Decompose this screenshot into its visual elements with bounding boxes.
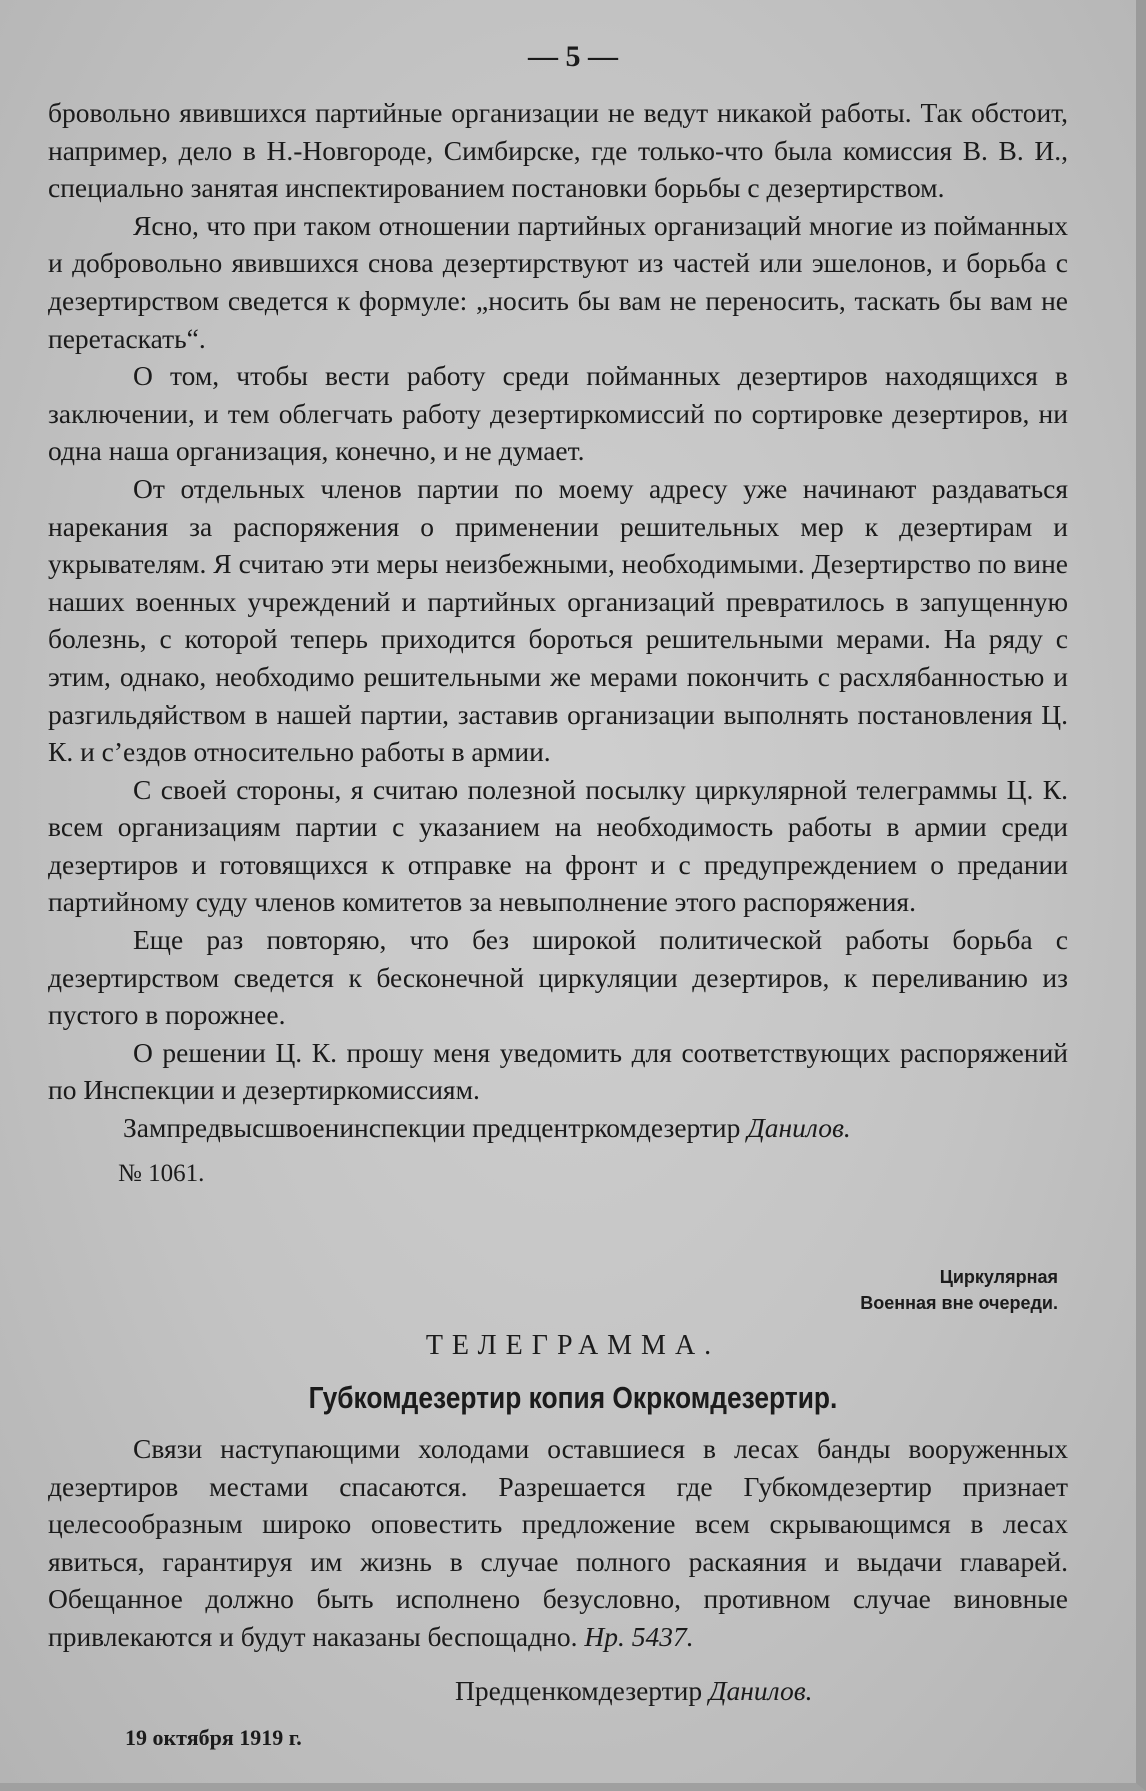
signature-line	[48, 1109, 1068, 1147]
paragraph: О решении Ц. К. прошу меня уведомить для соответствующих распоряжений по Инспекции и дезертиркомиссиям.	[48, 1036, 1068, 1106]
telegram-signature	[455, 1675, 813, 1707]
telegram-sig-title: Предценкомдезертир	[455, 1675, 703, 1706]
mark-military: Военная вне очереди.	[860, 1293, 1058, 1313]
telegram-addressee: Губкомдезертир копия Окркомдезертир.	[308, 1380, 838, 1415]
telegram-ref: Нр. 5437.	[584, 1620, 694, 1652]
paragraph: Еще раз повторяю, что без широкой политической работы борьба с дезертирством сведется к бесконечной циркуляции дезертиров, к переливанию из пустого в порожнее.	[48, 924, 1068, 1031]
mark-circular: Циркулярная	[939, 1267, 1058, 1287]
paragraph: С своей стороны, я считаю полезной посылку циркулярной телеграммы Ц. К. всем организациям партии с указанием на необходимость работы в армии среди дезертиров и готовящихся к отправке на фронт и с предупреждением о предании партийному суду членов комитетов за невыполнение этого распоряжения.	[48, 773, 1068, 918]
telegram-body	[48, 1430, 1068, 1656]
telegram-title: ТЕЛЕГРАММА.	[425, 1330, 721, 1361]
document-number: № 1061.	[118, 1159, 205, 1187]
signature-title: Зампредвысшвоенинспекции предцентркомдезертир	[123, 1112, 741, 1144]
paragraph: О том, чтобы вести работу среди пойманных дезертиров находящихся в заключении, и тем облегчать работу дезертиркомиссий по сортировке дезертиров, ни одна наша организация, конечно, и не думает.	[48, 360, 1068, 467]
paragraph: Ясно, что при таком отношении партийных организаций многие из пойманных и добровольно явившихся снова дезертирствуют из частей или эшелонов, и борьба с дезертирством сведется к формуле: „носить бы вам не переносить, таскать бы вам не перетаскать“.	[48, 209, 1068, 354]
telegram-sig-name: Данилов.	[709, 1675, 813, 1706]
signature-name: Данилов.	[747, 1112, 851, 1144]
document-date: 19 октября 1919 г.	[125, 1725, 302, 1750]
telegram-text: Связи наступающими холодами оставшиеся в лесах банды вооруженных дезертиров местами спасаются. Разрешается где Губкомдезертир признает целесообразным широко оповестить предложение всем скрывающимся в лесах явиться, гарантируя им жизнь в случае полного раскаяния и выдачи главарей. Обещанное должно быть исполнено безусловно, противном случае виновные привлекаются и будут наказаны беспощадно. Нр. 5437.	[48, 1433, 1068, 1652]
letter-body	[48, 94, 1068, 1192]
paragraph: бровольно явившихся партийные организации не ведут никакой работы. Так обстоит, например, дело в Н.-Новгороде, Симбирске, где только-что была комиссия В. В. И., специально занятая инспектированием постановки борьбы с дезертирством.	[48, 97, 1068, 204]
priority-mark	[860, 1264, 1058, 1316]
page-number: — 5 —	[528, 40, 618, 73]
paragraph: От отдельных членов партии по моему адресу уже начинают раздаваться нарекания за распоряжения о применении решительных мер к дезертирам и укрывателям. Я считаю эти меры неизбежными, необходимыми. Дезертирство по вине наших военных учреждений и партийных организаций превратилось в запущенную болезнь, с которой теперь приходится бороться решительными мерами. На ряду с этим, однако, необходимо решительными же мерами покончить с расхлябанностью и разгильдяйством в нашей партии, заставив организации выполнять постановления Ц. К. и с’ездов относительно работы в армии.	[48, 472, 1068, 768]
